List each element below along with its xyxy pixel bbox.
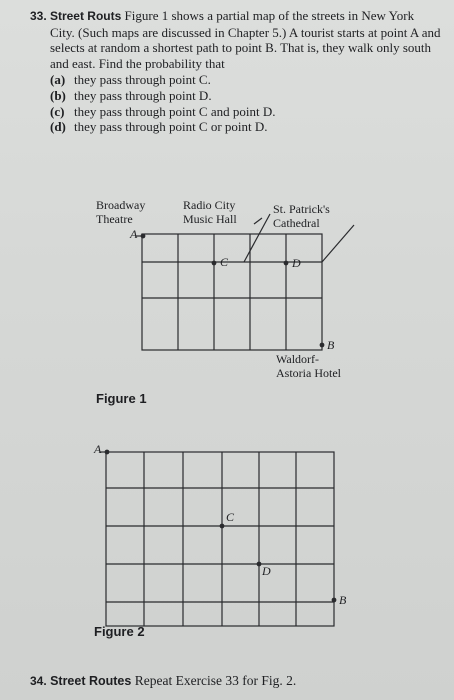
figure-2 <box>0 430 454 660</box>
exercise-34-body: Repeat Exercise 33 for Fig. 2. <box>134 673 297 688</box>
figure-2-point-b-dot <box>332 598 337 603</box>
figure-1-point-d: D <box>292 256 301 270</box>
waldorf-astoria-label: Waldorf- Astoria Hotel <box>276 352 341 380</box>
figure-2-point-b: B <box>339 593 347 607</box>
figure-2-point-c: C <box>226 510 235 524</box>
broadway-theatre-label: Broadway Theatre <box>96 198 146 226</box>
exercise-33-heading: Street Routs <box>49 9 122 23</box>
st-patricks-label: St. Patrick's Cathedral <box>273 202 330 230</box>
exercise-34 <box>30 673 296 689</box>
exercise-33-number: 33. <box>30 9 47 23</box>
figure-1-point-a: A <box>130 227 138 241</box>
figure-2-point-d: D <box>262 564 271 578</box>
figure-1-point-b-dot <box>320 343 325 348</box>
figure-1-caption: Figure 1 <box>96 391 147 406</box>
radio-city-label: Radio City Music Hall <box>183 198 237 226</box>
figure-2-point-c-dot <box>220 524 225 529</box>
part-b-label: (b) <box>50 87 66 103</box>
part-b-text: they pass through point D. <box>74 87 212 103</box>
part-c-text: they pass through point C and point D. <box>74 103 276 119</box>
figure-1-point-a-dot <box>141 234 146 239</box>
exercise-34-number: 34. <box>30 674 47 688</box>
part-a-label: (a) <box>50 72 66 88</box>
exercise-33-body: Figure 1 shows a partial map of the streets in New York City. (Such maps are discussed in Chapter 5.) A tourist starts at point A and selects at random a shortest path to point B. That is, they walk only south and east. Find the probability that <box>50 8 441 71</box>
figure-2-point-d-dot <box>257 562 262 567</box>
figure-2-point-a-dot <box>105 450 110 455</box>
figure-1-point-d-dot <box>284 261 289 266</box>
figure-1-point-b: B <box>327 338 335 352</box>
part-d-text: they pass through point C or point D. <box>74 119 268 135</box>
figure-2-point-a: A <box>94 442 102 456</box>
figure-2-street-grid <box>0 430 454 660</box>
part-c-label: (c) <box>50 103 65 119</box>
figure-1-point-c-dot <box>212 261 217 266</box>
figure-1-point-c: C <box>220 255 229 269</box>
figure-2-caption: Figure 2 <box>94 624 145 639</box>
part-a-text: they pass through point C. <box>74 72 211 88</box>
exercise-34-heading: Street Routes <box>50 674 132 688</box>
part-d-label: (d) <box>50 119 66 135</box>
